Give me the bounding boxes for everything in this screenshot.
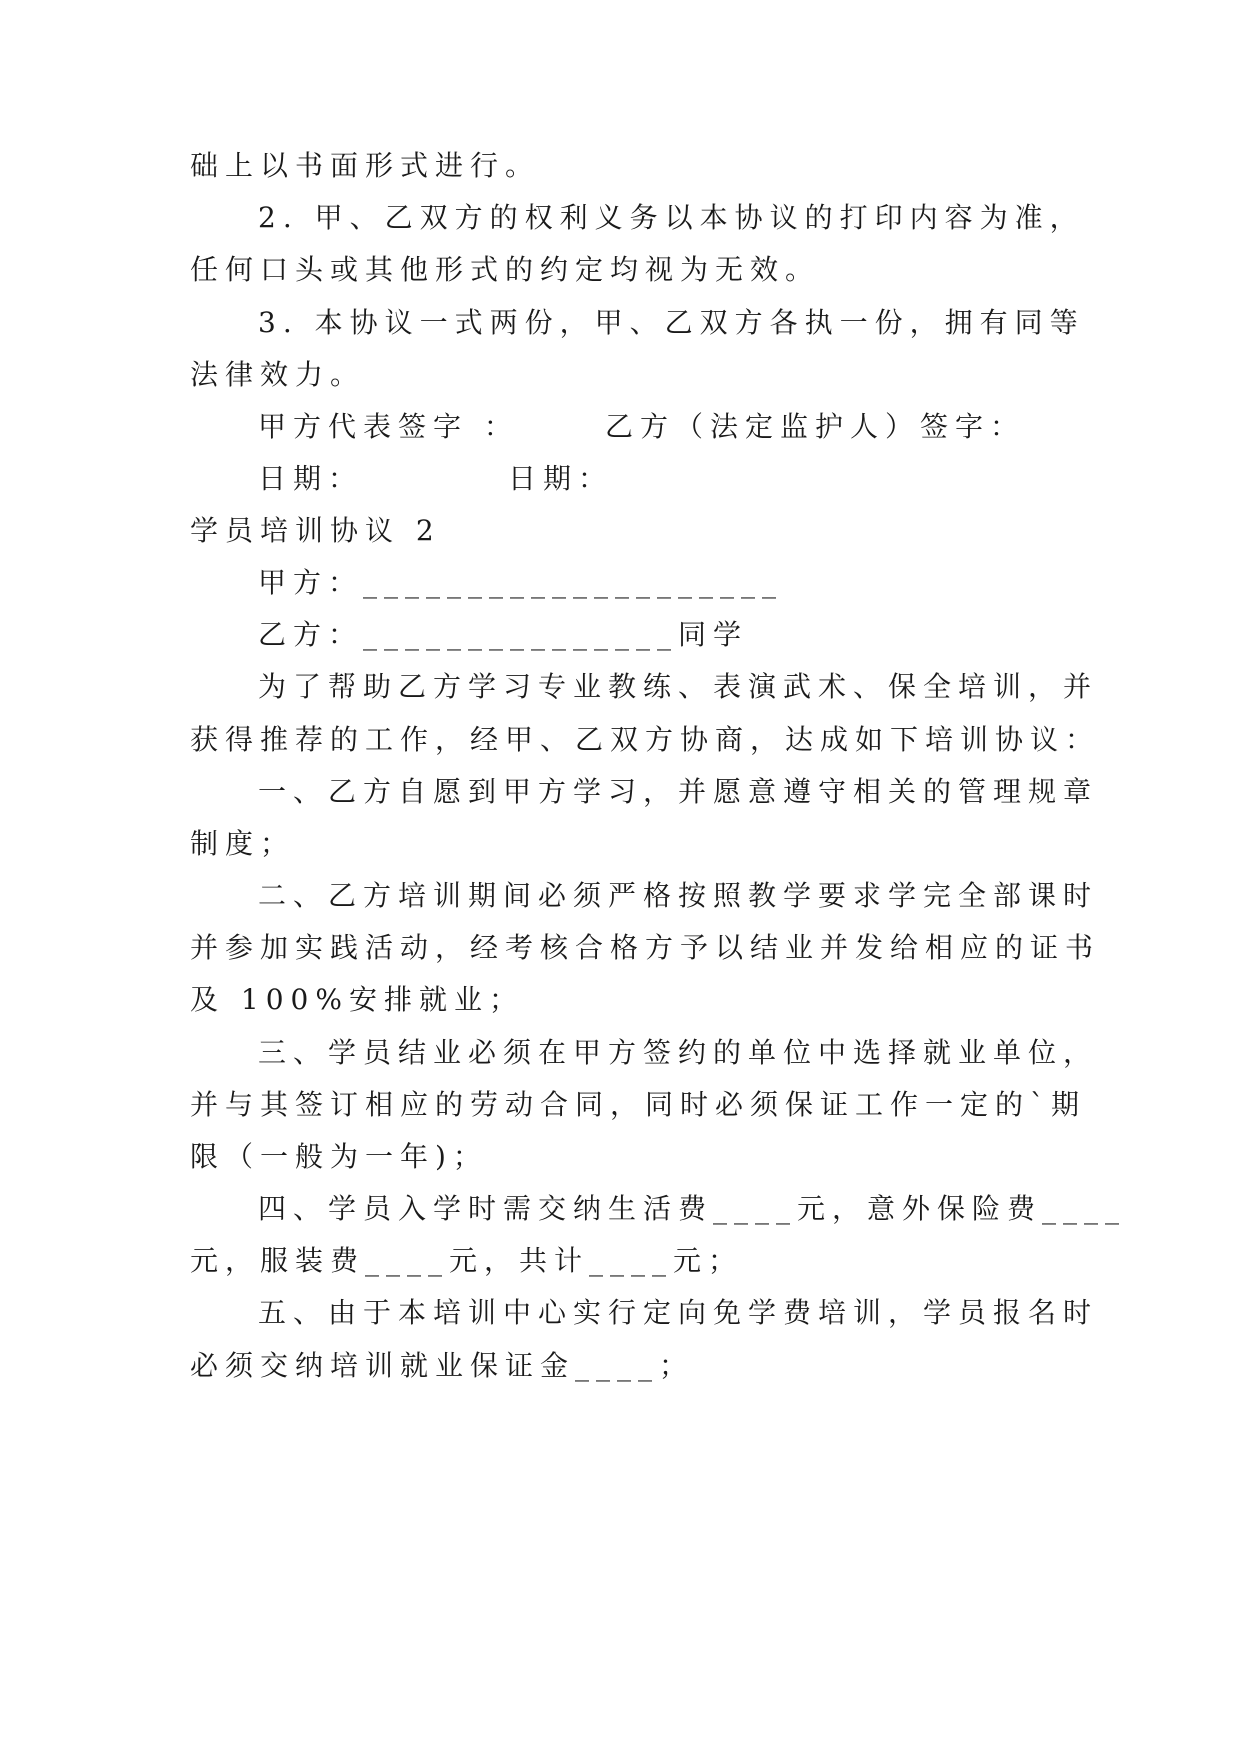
text-line: 任何口头或其他形式的约定均视为无效。 [190, 253, 821, 286]
party-b-signature: 乙方（法定监护人）签字： [605, 410, 1026, 443]
text-line: 3. 本协议一式两份，甲、乙双方各执一份，拥有同等 [258, 306, 1085, 339]
text-line: 法律效力。 [190, 358, 366, 391]
text-line: 二、乙方培训期间必须严格按照教学要求学完全部课时 [258, 879, 1099, 912]
party-a-signature: 甲方代表签字 ： [258, 410, 519, 443]
text-line: 并参加实践活动，经考核合格方予以结业并发给相应的证书 [190, 931, 1101, 964]
text-line: 制度； [190, 827, 296, 860]
text-line: 元，服装费____元，共计____元； [190, 1244, 744, 1277]
text-line: 础上以书面形式进行。 [190, 149, 541, 182]
text-line: 并与其签订相应的劳动合同，同时必须保证工作一定的`期 [190, 1088, 1087, 1121]
text-line: 为了帮助乙方学习专业教练、表演武术、保全培训，并 [258, 670, 1099, 703]
text-line: 三、学员结业必须在甲方签约的单位中选择就业单位， [258, 1036, 1099, 1069]
text-line: 一、乙方自愿到甲方学习，并愿意遵守相关的管理规章 [258, 775, 1099, 808]
text-line: 获得推荐的工作，经甲、乙双方协商，达成如下培训协议： [190, 723, 1101, 756]
text-line: 五、由于本培训中心实行定向免学费培训，学员报名时 [258, 1296, 1099, 1329]
section-title: 学员培训协议 2 [190, 514, 441, 547]
text-line: 四、学员入学时需交纳生活费____元，意外保险费____ [258, 1192, 1127, 1225]
party-a-line: 甲方：____________________ [258, 566, 784, 599]
party-b-date: 日期： [508, 462, 614, 495]
party-a-date: 日期： [258, 462, 364, 495]
text-line: 限（一般为一年)； [190, 1140, 488, 1173]
text-line: 及 100%安排就业； [190, 983, 524, 1016]
party-b-line: 乙方：_______________同学 [258, 618, 749, 651]
text-line: 必须交纳培训就业保证金____； [190, 1349, 695, 1382]
text-line: 2. 甲、乙双方的权利义务以本协议的打印内容为准， [258, 201, 1085, 234]
